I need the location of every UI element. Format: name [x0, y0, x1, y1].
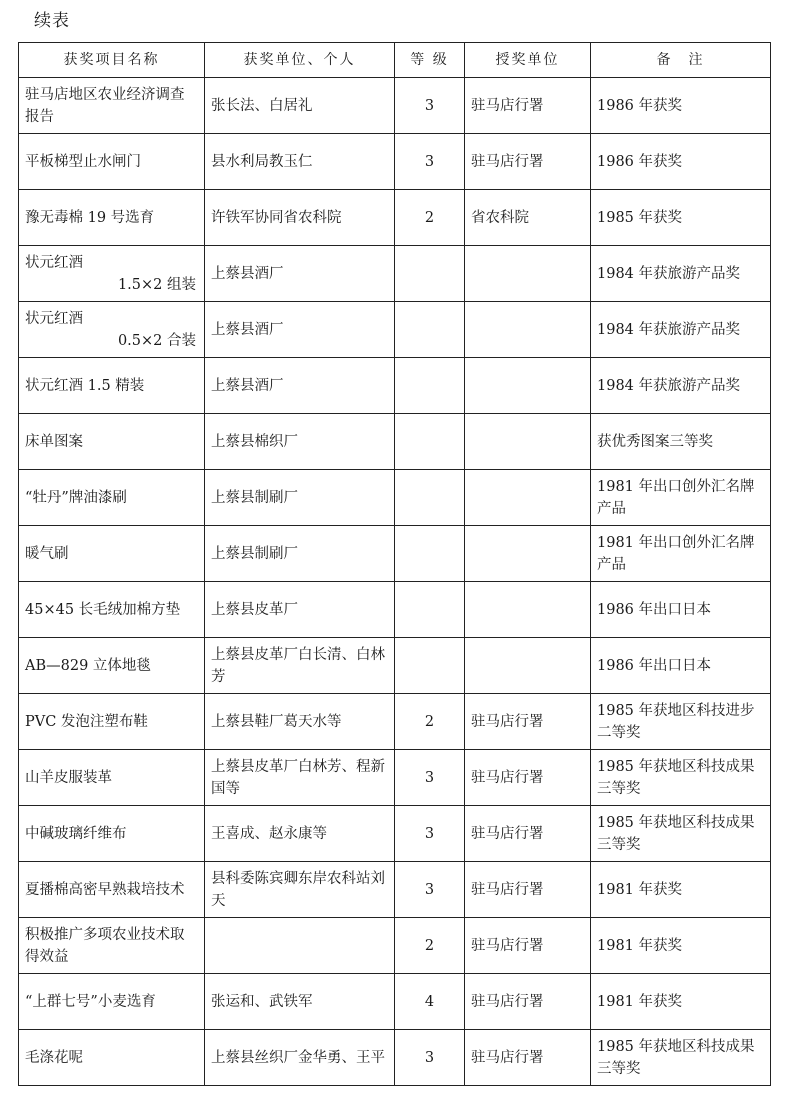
project-cell-text: 中碱玻璃纤维布	[25, 825, 127, 842]
project-cell-text: AB—829 立体地毯	[25, 657, 151, 674]
project-cell	[19, 526, 205, 582]
grade-cell	[395, 246, 465, 302]
grade-cell-text: 3	[424, 153, 435, 170]
note-cell-text: 1986 年获奖	[597, 97, 683, 114]
winner-cell-text: 上蔡县酒厂	[211, 321, 284, 338]
winner-cell	[205, 918, 395, 974]
note-cell	[591, 414, 771, 470]
table-row	[19, 1030, 771, 1086]
winner-cell	[205, 750, 395, 806]
issuer-cell	[465, 302, 591, 358]
grade-cell	[395, 694, 465, 750]
project-cell-text: 平板梯型止水闸门	[25, 153, 141, 170]
note-cell	[591, 806, 771, 862]
winner-cell	[205, 582, 395, 638]
note-cell-text: 1984 年获旅游产品奖	[597, 265, 741, 282]
winner-cell-text: 县水利局教玉仁	[211, 153, 313, 170]
issuer-cell	[465, 918, 591, 974]
grade-cell-text: 3	[424, 769, 435, 786]
issuer-cell-text: 驻马店行署	[471, 993, 544, 1010]
project-cell	[19, 134, 205, 190]
winner-cell-text: 上蔡县棉织厂	[211, 433, 298, 450]
project-cell	[19, 414, 205, 470]
grade-cell-text: 3	[424, 881, 435, 898]
project-cell	[19, 246, 205, 302]
winner-cell-text: 许铁军协同省农科院	[211, 209, 342, 226]
note-cell-text: 1984 年获旅游产品奖	[597, 321, 741, 338]
note-cell-text: 获优秀图案三等奖	[597, 433, 713, 450]
table-row	[19, 582, 771, 638]
continued-label: 续表	[34, 11, 70, 31]
issuer-cell	[465, 694, 591, 750]
header-issuer: 授奖单位	[465, 43, 591, 78]
winner-cell-text: 上蔡县皮革厂白林芳、程新国等	[211, 758, 385, 797]
note-cell	[591, 582, 771, 638]
project-cell-text: 驻马店地区农业经济调查报告	[25, 86, 185, 125]
project-cell	[19, 190, 205, 246]
note-cell	[591, 862, 771, 918]
project-cell-text: 状元红酒	[25, 254, 83, 271]
table-row	[19, 750, 771, 806]
grade-cell	[395, 78, 465, 134]
winner-cell	[205, 134, 395, 190]
project-cell	[19, 694, 205, 750]
grade-cell	[395, 974, 465, 1030]
issuer-cell	[465, 414, 591, 470]
winner-cell	[205, 78, 395, 134]
issuer-cell	[465, 638, 591, 694]
note-cell	[591, 78, 771, 134]
issuer-cell	[465, 526, 591, 582]
table-body	[19, 78, 771, 1086]
project-cell-subtext: 1.5×2 组装	[117, 276, 196, 293]
grade-cell	[395, 638, 465, 694]
awards-table	[18, 42, 771, 1086]
issuer-cell-text: 驻马店行署	[471, 937, 544, 954]
table-row	[19, 246, 771, 302]
table-row	[19, 414, 771, 470]
note-cell-text: 1986 年获奖	[597, 153, 683, 170]
issuer-cell	[465, 862, 591, 918]
issuer-cell	[465, 358, 591, 414]
note-cell	[591, 638, 771, 694]
issuer-cell-text: 驻马店行署	[471, 881, 544, 898]
note-cell-text: 1985 年获地区科技成果三等奖	[597, 814, 755, 853]
winner-cell	[205, 806, 395, 862]
table-row	[19, 862, 771, 918]
issuer-cell	[465, 190, 591, 246]
project-cell-text: 状元红酒	[25, 310, 83, 327]
grade-cell	[395, 862, 465, 918]
grade-cell	[395, 470, 465, 526]
issuer-cell	[465, 78, 591, 134]
issuer-cell-text: 省农科院	[471, 209, 529, 226]
issuer-cell-text: 驻马店行署	[471, 153, 544, 170]
winner-cell	[205, 638, 395, 694]
grade-cell-text: 3	[424, 825, 435, 842]
project-cell-text: 山羊皮服装革	[25, 769, 112, 786]
issuer-cell-text: 驻马店行署	[471, 713, 544, 730]
project-cell	[19, 1030, 205, 1086]
grade-cell	[395, 526, 465, 582]
grade-cell	[395, 190, 465, 246]
grade-cell-text: 2	[424, 713, 435, 730]
grade-cell	[395, 1030, 465, 1086]
winner-cell-text: 王喜成、赵永康等	[211, 825, 327, 842]
project-cell	[19, 750, 205, 806]
note-cell	[591, 694, 771, 750]
grade-cell	[395, 358, 465, 414]
note-cell-text: 1984 年获旅游产品奖	[597, 377, 741, 394]
grade-cell	[395, 918, 465, 974]
winner-cell-text: 上蔡县鞋厂葛天水等	[211, 713, 342, 730]
table-row	[19, 358, 771, 414]
note-cell-text: 1985 年获奖	[597, 209, 683, 226]
table-row	[19, 918, 771, 974]
project-cell	[19, 918, 205, 974]
grade-cell-text: 2	[424, 209, 435, 226]
table-row	[19, 806, 771, 862]
winner-cell-text: 上蔡县皮革厂	[211, 601, 298, 618]
issuer-cell	[465, 806, 591, 862]
project-cell-text: 45×45 长毛绒加棉方垫	[25, 601, 181, 618]
grade-cell	[395, 134, 465, 190]
project-cell-text: 夏播棉高密早熟栽培技术	[25, 881, 185, 898]
note-cell-text: 1985 年获地区科技成果三等奖	[597, 758, 755, 797]
project-cell-text: 床单图案	[25, 433, 83, 450]
project-cell	[19, 638, 205, 694]
winner-cell	[205, 694, 395, 750]
header-grade: 等 级	[395, 43, 465, 78]
issuer-cell	[465, 582, 591, 638]
winner-cell-text: 上蔡县酒厂	[211, 265, 284, 282]
table-row	[19, 190, 771, 246]
winner-cell-text: 张长法、白居礼	[211, 97, 313, 114]
grade-cell	[395, 414, 465, 470]
note-cell-text: 1981 年获奖	[597, 993, 683, 1010]
table-row	[19, 78, 771, 134]
note-cell	[591, 358, 771, 414]
winner-cell	[205, 1030, 395, 1086]
winner-cell-text: 上蔡县制刷厂	[211, 489, 298, 506]
issuer-cell	[465, 134, 591, 190]
note-cell	[591, 470, 771, 526]
note-cell-text: 1985 年获地区科技进步二等奖	[597, 702, 755, 741]
issuer-cell-text: 驻马店行署	[471, 825, 544, 842]
winner-cell	[205, 974, 395, 1030]
note-cell-text: 1986 年出口日本	[597, 657, 712, 674]
grade-cell-text: 4	[424, 993, 435, 1010]
note-cell-text: 1986 年出口日本	[597, 601, 712, 618]
winner-cell-text: 上蔡县酒厂	[211, 377, 284, 394]
project-cell	[19, 974, 205, 1030]
issuer-cell	[465, 246, 591, 302]
table-row	[19, 638, 771, 694]
winner-cell-text: 张运和、武铁军	[211, 993, 313, 1010]
note-cell	[591, 918, 771, 974]
header-note: 备 注	[591, 43, 771, 78]
winner-cell-text: 上蔡县皮革厂白长清、白林芳	[211, 646, 385, 685]
issuer-cell-text: 驻马店行署	[471, 1049, 544, 1066]
project-cell-text: “牡丹”牌油漆刷	[25, 489, 127, 506]
grade-cell-text: 3	[424, 1049, 435, 1066]
winner-cell	[205, 246, 395, 302]
winner-cell	[205, 470, 395, 526]
table-row	[19, 470, 771, 526]
header-project: 获奖项目名称	[19, 43, 205, 78]
note-cell-text: 1981 年获奖	[597, 881, 683, 898]
grade-cell-text: 2	[424, 937, 435, 954]
winner-cell	[205, 862, 395, 918]
winner-cell	[205, 190, 395, 246]
project-cell-text: 暖气刷	[25, 545, 69, 562]
note-cell-text: 1981 年出口创外汇名牌产品	[597, 478, 755, 517]
note-cell	[591, 750, 771, 806]
project-cell-text: “上群七号”小麦选育	[25, 993, 156, 1010]
note-cell	[591, 1030, 771, 1086]
table-row	[19, 302, 771, 358]
note-cell	[591, 190, 771, 246]
note-cell	[591, 526, 771, 582]
project-cell	[19, 358, 205, 414]
project-cell-text: 豫无毒棉 19 号选育	[25, 209, 155, 226]
table-header-row	[19, 43, 771, 78]
winner-cell-text: 县科委陈宾卿东岸农科站刘天	[211, 870, 385, 909]
table-row	[19, 134, 771, 190]
issuer-cell-text: 驻马店行署	[471, 769, 544, 786]
project-cell	[19, 78, 205, 134]
project-cell-text: 毛涤花呢	[25, 1049, 83, 1066]
table-row	[19, 694, 771, 750]
note-cell	[591, 134, 771, 190]
issuer-cell	[465, 470, 591, 526]
grade-cell-text: 3	[424, 97, 435, 114]
project-cell-text: 积极推广多项农业技术取得效益	[25, 926, 185, 965]
header-winner: 获奖单位、个人	[205, 43, 395, 78]
note-cell	[591, 302, 771, 358]
winner-cell	[205, 302, 395, 358]
project-cell	[19, 302, 205, 358]
note-cell-text: 1985 年获地区科技成果三等奖	[597, 1038, 755, 1077]
project-cell-subtext: 0.5×2 合装	[117, 332, 196, 349]
project-cell	[19, 582, 205, 638]
winner-cell	[205, 414, 395, 470]
issuer-cell-text: 驻马店行署	[471, 97, 544, 114]
winner-cell-text: 上蔡县制刷厂	[211, 545, 298, 562]
winner-cell-text: 上蔡县丝织厂金华勇、王平	[211, 1049, 385, 1066]
winner-cell	[205, 526, 395, 582]
project-cell	[19, 862, 205, 918]
issuer-cell	[465, 750, 591, 806]
project-cell	[19, 806, 205, 862]
winner-cell	[205, 358, 395, 414]
grade-cell	[395, 750, 465, 806]
issuer-cell	[465, 974, 591, 1030]
project-cell	[19, 470, 205, 526]
grade-cell	[395, 582, 465, 638]
note-cell	[591, 246, 771, 302]
note-cell	[591, 974, 771, 1030]
project-cell-text: PVC 发泡注塑布鞋	[25, 713, 148, 730]
grade-cell	[395, 302, 465, 358]
table-row	[19, 526, 771, 582]
table-row	[19, 974, 771, 1030]
grade-cell	[395, 806, 465, 862]
issuer-cell	[465, 1030, 591, 1086]
note-cell-text: 1981 年出口创外汇名牌产品	[597, 534, 755, 573]
note-cell-text: 1981 年获奖	[597, 937, 683, 954]
project-cell-text: 状元红酒 1.5 精装	[25, 377, 145, 394]
